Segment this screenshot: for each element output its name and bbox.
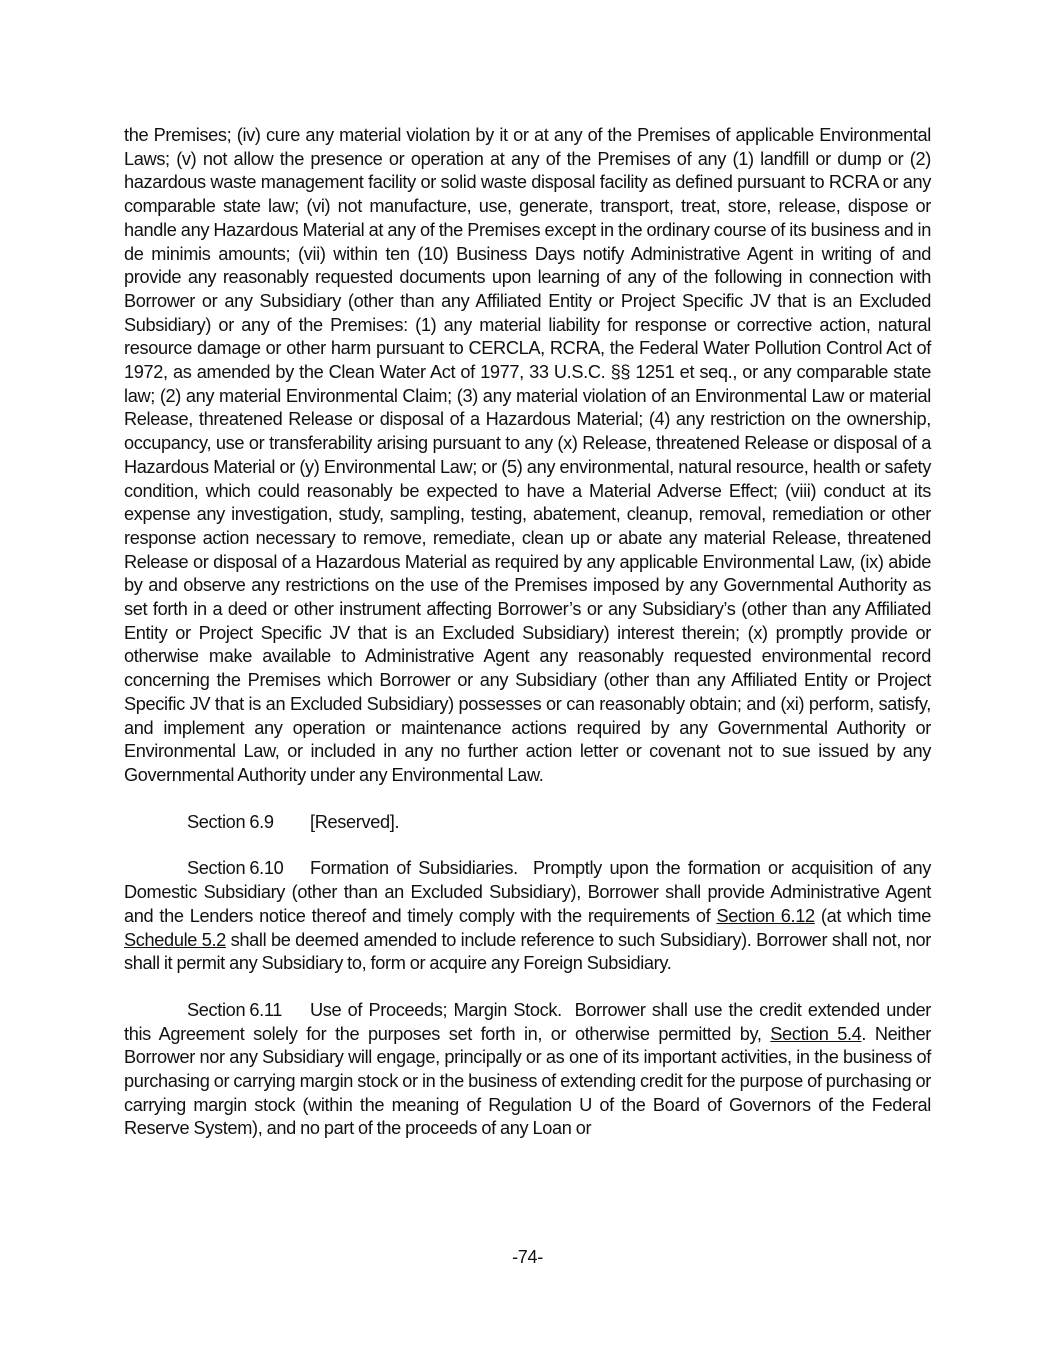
section-title: Use of Proceeds; Margin Stock. xyxy=(310,999,562,1020)
section-text: . Neither Borrower nor any Subsidiary will engage, principally or as one of its important activities, in the business of purchasing or carrying margin stock or in the business of extending credit for the purpose of purchasing or carrying margin stock (within the meaning of Regulation U of the Board of Governors of the Federal Reserve System), and no part of the proceeds of any Loan or xyxy=(124,1023,931,1139)
cross-reference-link: Section 5.4 xyxy=(770,1023,862,1044)
section-number: Section 6.11 xyxy=(187,999,283,1020)
section-title: [Reserved]. xyxy=(310,811,400,832)
section-number: Section 6.10 xyxy=(187,858,284,879)
section-text: (at which time xyxy=(820,905,931,926)
section-6-11 xyxy=(124,999,931,1141)
section-text: Promptly upon the formation or acquisition of any Domestic Subsidiary (other than an Excluded Subsidiary), Borrower shall provide Administrative Agent and the Lenders notice thereof and timely comply with the requirements of xyxy=(124,858,931,926)
section-title: Formation of Subsidiaries. xyxy=(310,858,518,879)
section-number: Section 6.9 xyxy=(187,811,274,832)
continued-covenant-paragraph: the Premises; (iv) cure any material violation by it or at any of the Premises of applicable Environmental Laws; (v) not allow the presence or operation at any of the Premises of any (1) landfill or dump or (2) hazardous waste management facility or solid waste disposal facility as defined pursuant to RCRA or any comparable state law; (vi) not manufacture, use, generate, transport, treat, store, release, dispose or handle any Hazardous Material at any of the Premises except in the ordinary course of its business and in de minimis amounts; (vii) within ten (10) Business Days notify Administrative Agent in writing of and provide any reasonably requested documents upon learning of any of the following in connection with Borrower or any Subsidiary (other than any Affiliated Entity or Project Specific JV that is an Excluded Subsidiary) or any of the Premises: (1) any material liability for response or corrective action, natural resource damage or other harm pursuant to CERCLA, RCRA, the Federal Water Pollution Control Act of 1972, as amended by the Clean Water Act of 1977, 33 U.S.C. §§ 1251 et seq., or any comparable state law; (2) any material Environmental Claim; (3) any material violation of an Environmental Law or material Release, threatened Release or disposal of a Hazardous Material; (4) any restriction on the ownership, occupancy, use or transferability arising pursuant to any (x) Release, threatened Release or disposal of a Hazardous Material or (y) Environmental Law; or (5) any environmental, natural resource, health or safety condition, which could reasonably be expected to have a Material Adverse Effect; (viii) conduct at its expense any investigation, study, sampling, testing, abatement, cleanup, removal, remediation or other response action necessary to remove, remediate, clean up or abate any material Release, threatened Release or disposal of a Hazardous Material as required by any applicable Environmental Law, (ix) abide by and observe any restrictions on the use of the Premises imposed by any Governmental Authority as set forth in a deed or other instrument affecting Borrower’s or any Subsidiary’s (other than any Affiliated Entity or Project Specific JV that is an Excluded Subsidiary) interest therein; (x) promptly provide or otherwise make available to Administrative Agent any reasonably requested environmental record concerning the Premises which Borrower or any Subsidiary (other than any Affiliated Entity or Project Specific JV that is an Excluded Subsidiary) possesses or can reasonably obtain; and (xi) perform, satisfy, and implement any operation or maintenance actions required by any Governmental Authority or Environmental Law, or included in any no further action letter or covenant not to sue issued by any Governmental Authority under any Environmental Law. xyxy=(124,125,931,785)
body-text xyxy=(124,124,931,1141)
section-6-10 xyxy=(124,857,931,976)
cross-reference-link: Schedule 5.2 xyxy=(124,929,226,950)
page-number: -74- xyxy=(512,1247,543,1267)
section-text: Borrower shall use the credit extended under this Agreement solely for the purposes set forth in, or otherwise permitted by, xyxy=(124,999,931,1044)
section-text: shall be deemed amended to include reference to such Subsidiary). Borrower shall not, nor shall it permit any Subsidiary to, form or acquire any Foreign Subsidiary. xyxy=(124,929,931,974)
section-6-9 xyxy=(124,811,931,835)
cross-reference-link: Section 6.12 xyxy=(716,905,815,926)
